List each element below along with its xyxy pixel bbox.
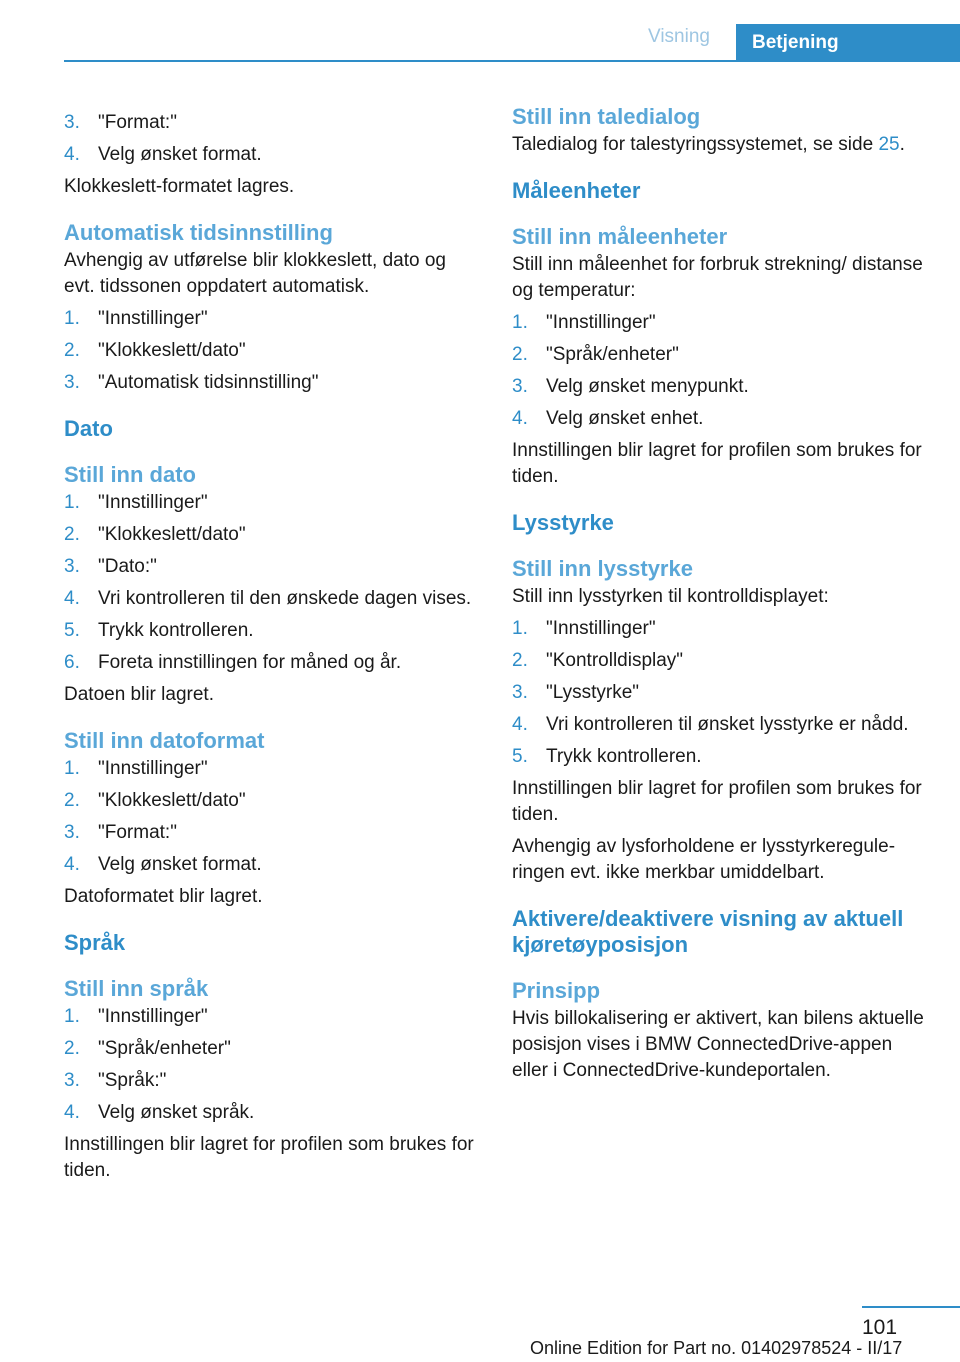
list-text: "Innstillinger"	[98, 492, 208, 513]
heading-still-inn-dato: Still inn dato	[64, 462, 196, 487]
list-item	[64, 852, 474, 878]
dato-steps-list	[64, 490, 474, 676]
list-text: Velg ønsket format.	[98, 854, 262, 875]
list-item	[64, 1100, 474, 1126]
list-text: "Innstillinger"	[98, 1006, 208, 1027]
list-item	[512, 406, 932, 432]
footer-divider	[862, 1306, 960, 1308]
auto-steps-list	[64, 306, 474, 396]
list-number: 4.	[512, 408, 528, 429]
heading-lysstyrke: Lysstyrke	[512, 510, 614, 535]
list-number: 1.	[64, 308, 80, 329]
list-text: "Klokkeslett/dato"	[98, 524, 246, 545]
list-text: Velg ønsket menypunkt.	[546, 376, 749, 397]
list-item	[64, 618, 474, 644]
right-column	[512, 104, 932, 1084]
list-number: 2.	[64, 1038, 80, 1059]
list-text: Velg ønsket format.	[98, 144, 262, 165]
list-number: 4.	[64, 588, 80, 609]
left-column	[64, 104, 474, 1184]
list-item	[512, 616, 932, 642]
list-item	[64, 586, 474, 612]
list-item	[64, 1068, 474, 1094]
list-number: 2.	[512, 650, 528, 671]
list-item	[64, 338, 474, 364]
heading-sprak: Språk	[64, 930, 126, 955]
format-steps-list	[64, 110, 474, 168]
list-number: 4.	[64, 144, 80, 165]
list-item	[64, 370, 474, 396]
paragraph: Datoen blir lagret.	[64, 684, 214, 705]
list-item	[64, 142, 474, 168]
paragraph: Avhengig av utførelse blir klokkeslett, dato og evt. tidssonen oppdatert automatisk.	[64, 250, 446, 297]
maleenheter-steps-list	[512, 310, 932, 432]
list-item	[64, 1036, 474, 1062]
page-header	[0, 0, 960, 62]
list-text: "Klokkeslett/dato"	[98, 340, 246, 361]
paragraph: Avhengig av lysforholdene er lysstyrkereguleringen evt. ikke merkbar umiddelbart.	[512, 836, 896, 883]
paragraph: Still inn lysstyrken til kontrolldisplayet:	[512, 586, 829, 607]
list-number: 1.	[64, 1006, 80, 1027]
heading-prinsipp: Prinsipp	[512, 978, 601, 1003]
paragraph: Still inn måleenhet for forbruk strekning/ distanse og temperatur:	[512, 254, 923, 301]
list-text: "Innstillinger"	[546, 618, 656, 639]
list-number: 2.	[512, 344, 528, 365]
list-number: 3.	[64, 822, 80, 843]
paragraph-taledialog	[512, 132, 932, 158]
datoformat-steps-list	[64, 756, 474, 878]
list-text: "Språk/enheter"	[98, 1038, 231, 1059]
list-text: "Innstillinger"	[98, 308, 208, 329]
page-number: 101	[862, 1316, 898, 1339]
tab-visning[interactable]: Visning	[648, 26, 710, 47]
list-item	[512, 744, 932, 770]
taledialog-end: .	[899, 134, 905, 155]
heading-automatisk-tidsinnstilling: Automatisk tidsinnstilling	[64, 220, 333, 245]
list-item	[64, 554, 474, 580]
list-item	[512, 310, 932, 336]
heading-still-inn-datoformat: Still inn datoformat	[64, 728, 265, 753]
list-text: Trykk kontrolleren.	[546, 746, 702, 767]
list-item	[512, 374, 932, 400]
list-item	[512, 648, 932, 674]
lysstyrke-steps-list	[512, 616, 932, 770]
sprak-steps-list	[64, 1004, 474, 1126]
list-item	[64, 756, 474, 782]
list-text: "Kontrolldisplay"	[546, 650, 684, 671]
heading-maleenheter: Måleenheter	[512, 178, 641, 203]
list-text: Velg ønsket enhet.	[546, 408, 704, 429]
list-text: Vri kontrolleren til ønsket lysstyrke er nådd.	[546, 714, 909, 735]
list-number: 1.	[64, 758, 80, 779]
list-text: Vri kontrolleren til den ønskede dagen vises.	[98, 588, 472, 609]
list-number: 3.	[512, 376, 528, 397]
list-text: "Innstillinger"	[98, 758, 208, 779]
header-divider	[64, 60, 960, 62]
list-text: Foreta innstillingen for måned og år.	[98, 652, 402, 673]
list-item	[64, 522, 474, 548]
heading-still-inn-maleenheter: Still inn måleenheter	[512, 224, 728, 249]
list-item	[64, 788, 474, 814]
list-number: 1.	[64, 492, 80, 513]
edition-note: Online Edition for Part no. 01402978524 - II/17	[530, 1338, 903, 1358]
paragraph: Innstillingen blir lagret for profilen som brukes for tiden.	[512, 778, 922, 825]
list-text: "Format:"	[98, 822, 177, 843]
list-text: "Klokkeslett/dato"	[98, 790, 246, 811]
list-text: "Automatisk tidsinnstilling"	[98, 372, 319, 393]
list-item	[64, 110, 474, 136]
list-number: 4.	[64, 854, 80, 875]
list-number: 5.	[512, 746, 528, 767]
list-number: 3.	[512, 682, 528, 703]
paragraph: Innstillingen blir lagret for profilen som brukes for tiden.	[64, 1134, 474, 1181]
list-item	[512, 712, 932, 738]
list-item	[64, 650, 474, 676]
list-number: 1.	[512, 618, 528, 639]
list-text: Velg ønsket språk.	[98, 1102, 255, 1123]
list-number: 6.	[64, 652, 80, 673]
list-number: 4.	[512, 714, 528, 735]
heading-still-inn-lysstyrke: Still inn lysstyrke	[512, 556, 693, 581]
list-number: 2.	[64, 790, 80, 811]
heading-dato: Dato	[64, 416, 113, 441]
heading-aktivere-deaktivere: Aktivere/deaktivere visning av aktuell kjøretøyposisjon	[512, 906, 904, 957]
list-number: 1.	[512, 312, 528, 333]
tab-betjening[interactable]: Betjening	[736, 24, 960, 60]
taledialog-text: Taledialog for talestyringssystemet, se side	[512, 134, 879, 155]
paragraph: Datoformatet blir lagret.	[64, 886, 263, 907]
list-text: "Dato:"	[98, 556, 157, 577]
list-item	[64, 1004, 474, 1030]
list-number: 4.	[64, 1102, 80, 1123]
list-number: 2.	[64, 524, 80, 545]
list-item	[64, 306, 474, 332]
heading-still-inn-sprak: Still inn språk	[64, 976, 209, 1001]
list-item	[64, 490, 474, 516]
paragraph: Klokkeslett-formatet lagres.	[64, 176, 295, 197]
list-text: "Innstillinger"	[546, 312, 656, 333]
list-text: "Språk/enheter"	[546, 344, 679, 365]
paragraph: Hvis billokalisering er aktivert, kan bilens aktuelle posisjon vises i BMW ConnectedDrive-appen eller i ConnectedDrive-kundeportalen.	[512, 1008, 924, 1081]
list-text: "Lysstyrke"	[546, 682, 640, 703]
list-number: 3.	[64, 556, 80, 577]
list-number: 3.	[64, 112, 80, 133]
list-number: 3.	[64, 1070, 80, 1091]
list-number: 2.	[64, 340, 80, 361]
page-link-25[interactable]: 25	[878, 134, 900, 155]
list-item	[512, 680, 932, 706]
list-text: "Språk:"	[98, 1070, 167, 1091]
list-text: Trykk kontrolleren.	[98, 620, 254, 641]
paragraph: Innstillingen blir lagret for profilen som brukes for tiden.	[512, 440, 922, 487]
list-item	[64, 820, 474, 846]
list-number: 5.	[64, 620, 80, 641]
list-number: 3.	[64, 372, 80, 393]
list-item	[512, 342, 932, 368]
heading-still-inn-taledialog: Still inn taledialog	[512, 104, 701, 129]
list-text: "Format:"	[98, 112, 177, 133]
